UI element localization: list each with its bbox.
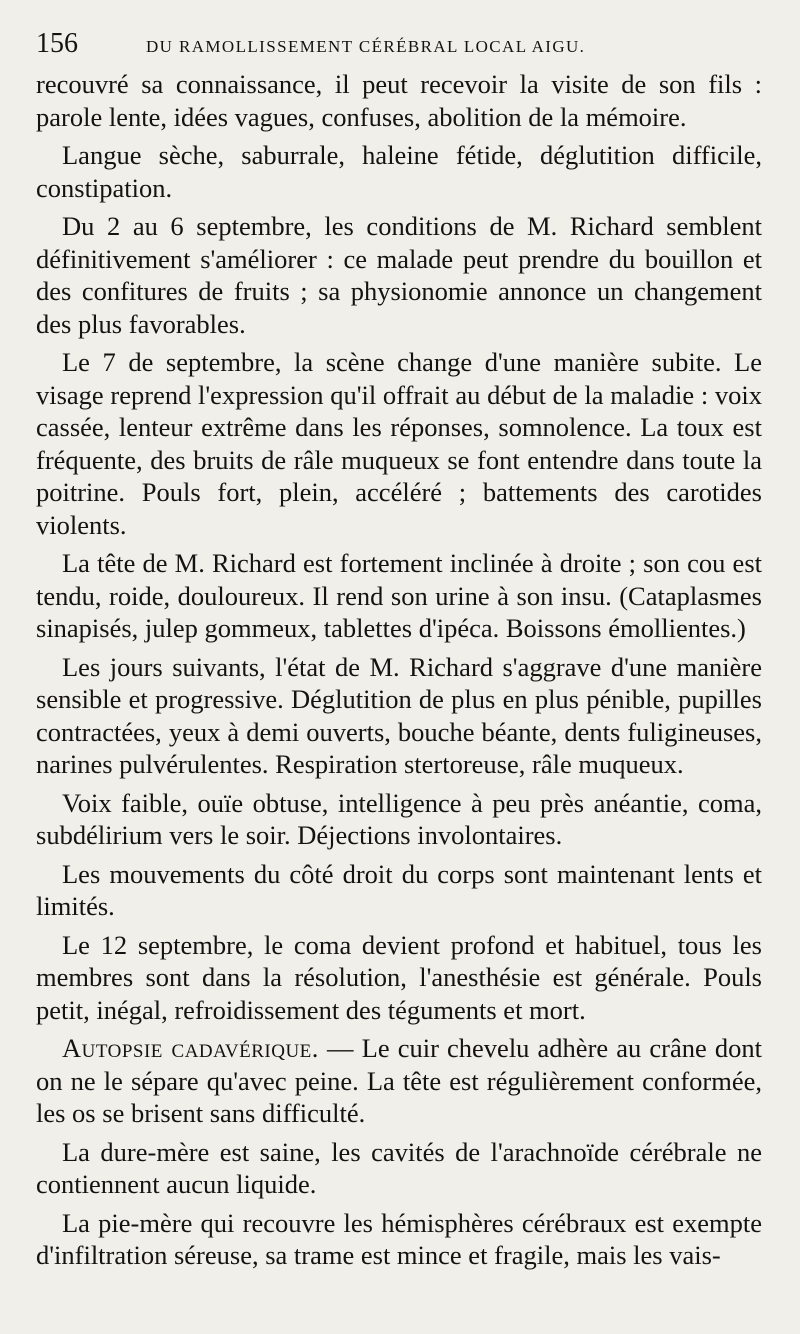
- paragraph: La dure-mère est saine, les cavités de l'arachnoïde cérébrale ne contiennent aucun liquide.: [36, 1136, 762, 1199]
- paragraph: Les jours suivants, l'état de M. Richard s'aggrave d'une manière sensible et progressive. Déglutition de plus en plus pénible, pupilles contractées, yeux à demi ouverts, bouche béante, dents fuligineuses, narines pulvérulentes. Respiration stertoreuse, râle muqueux.: [36, 651, 762, 779]
- running-title: DU RAMOLLISSEMENT CÉRÉBRAL LOCAL AIGU.: [146, 37, 586, 56]
- paragraph: Le 7 de septembre, la scène change d'une manière subite. Le visage reprend l'expression qu'il offrait au début de la maladie : voix cassée, lenteur extrême dans les réponses, somnolence. La toux est fréquente, des bruits de râle muqueux se font entendre dans toute la poitrine. Pouls fort, plein, accéléré ; battements des carotides violents.: [36, 347, 762, 540]
- body-text: [36, 68, 762, 1272]
- paragraph: Du 2 au 6 septembre, les conditions de M. Richard semblent définitivement s'améliorer : ce malade peut prendre du bouillon et des confitures de fruits ; sa physionomie annonce un changement des plus favorables.: [36, 211, 762, 339]
- paragraph: Le 12 septembre, le coma devient profond et habituel, tous les membres sont dans la résolution, l'anesthésie est générale. Pouls petit, inégal, refroidissement des téguments et mort.: [36, 929, 762, 1025]
- autopsy-paragraph: [36, 1032, 762, 1130]
- page-number: 156: [36, 28, 78, 59]
- paragraph: La pie-mère qui recouvre les hémisphères cérébraux est exempte d'infiltration séreuse, sa trame est mince et fragile, mais les vais-: [36, 1207, 762, 1270]
- section-heading: Autopsie cadavérique.: [62, 1033, 319, 1063]
- paragraph: Langue sèche, saburrale, haleine fétide, déglutition difficile, constipation.: [36, 140, 762, 203]
- autopsy-text: — Le cuir chevelu adhère au crâne dont on ne le sépare qu'avec peine. La tête est régulièrement conformée, les os se brisent sans difficulté.: [36, 1033, 762, 1128]
- paragraph: La tête de M. Richard est fortement inclinée à droite ; son cou est tendu, roide, douloureux. Il rend son urine à son insu. (Cataplasmes sinapisés, julep gommeux, tablettes d'ipéca. Boissons émollientes.): [36, 548, 762, 643]
- paragraph: recouvré sa connaissance, il peut recevoir la visite de son fils : parole lente, idées vagues, confuses, abolition de la mémoire.: [36, 69, 762, 132]
- running-head: [36, 28, 762, 68]
- paragraph: Les mouvements du côté droit du corps sont maintenant lents et limités.: [36, 858, 762, 921]
- paragraph: Voix faible, ouïe obtuse, intelligence à peu près anéantie, coma, subdélirium vers le soir. Déjections involontaires.: [36, 787, 762, 850]
